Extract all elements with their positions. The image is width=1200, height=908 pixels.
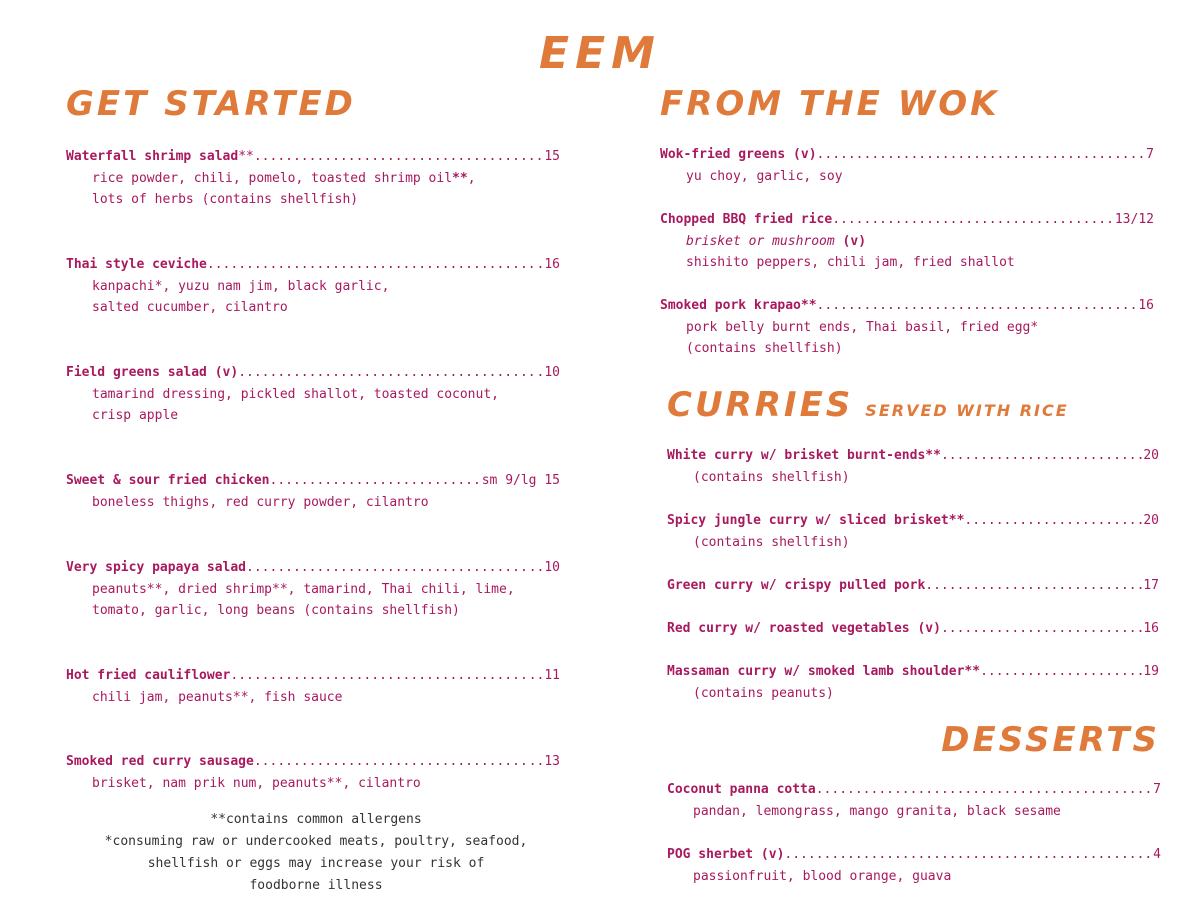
leader-dots (941, 618, 1143, 640)
leader-dots (817, 144, 1147, 166)
menu-item (66, 665, 560, 708)
leader-dots (816, 779, 1153, 801)
section-title-wok: FROM THE WOK (660, 84, 1000, 124)
health-warning: shellfish or eggs may increase your risk of (147, 856, 485, 871)
item-price: 15 (544, 149, 560, 164)
menu-item (66, 751, 560, 794)
menu-item (667, 575, 1159, 597)
item-description: pork belly burnt ends, Thai basil, fried egg* (686, 319, 1039, 335)
item-description: (contains shellfish) (693, 534, 850, 550)
item-description: kanpachi*, yuzu nam jim, black garlic, (92, 278, 390, 294)
menu-item (66, 254, 560, 319)
leader-dots (817, 295, 1139, 317)
item-description: boneless thighs, red curry powder, cilantro (92, 494, 429, 510)
item-price: .10 (536, 365, 560, 380)
menu-item (660, 295, 1154, 360)
item-name: Waterfall shrimp salad (66, 149, 239, 164)
leader-dots (832, 209, 1115, 231)
item-description: crisp apple (92, 408, 179, 423)
menu-item (667, 445, 1159, 488)
item-description: passionfruit, blood orange, guava (693, 868, 952, 884)
item-price: 7 (1146, 147, 1154, 162)
item-name: Smoked red curry sausage (66, 754, 254, 769)
item-price: 20 (1143, 513, 1159, 528)
leader-dots (254, 146, 545, 168)
menu-item (667, 618, 1159, 640)
menu-item (667, 510, 1159, 553)
menu-item (66, 557, 560, 622)
item-price: ..11 (528, 668, 560, 683)
item-description: rice powder, chili, pomelo, toasted shrimp oil**, (92, 170, 476, 186)
menu-item (660, 144, 1154, 187)
menu-item (66, 470, 560, 513)
leader-dots (246, 557, 529, 579)
health-warning: foodborne illness (249, 878, 383, 893)
item-name: Wok-fried greens (v) (660, 147, 817, 162)
item-price: 7 (1153, 782, 1161, 797)
item-price: 17 (1143, 578, 1159, 593)
item-name: White curry w/ brisket burnt-ends** (667, 448, 941, 463)
item-description: peanuts**, dried shrimp**, tamarind, Thai chili, lime, (92, 581, 515, 597)
health-warning: *consuming raw or undercooked meats, poultry, seafood, (104, 834, 528, 849)
leader-dots (980, 661, 1143, 683)
item-price: .16 (536, 257, 560, 272)
item-description: brisket, nam prik num, peanuts**, cilantro (92, 775, 421, 791)
item-description: brisket or mushroom (v) (686, 233, 867, 249)
item-description: yu choy, garlic, soy (686, 168, 843, 184)
menu-item (667, 661, 1159, 704)
item-name: Smoked pork krapao** (660, 298, 817, 313)
item-name: Massaman curry w/ smoked lamb shoulder** (667, 664, 981, 679)
item-price: 20 (1143, 448, 1159, 463)
item-price: 4 (1153, 847, 1161, 862)
item-name: Hot fried cauliflower (66, 668, 231, 683)
leader-dots (925, 575, 1143, 597)
item-price: 19 (1143, 664, 1159, 679)
item-description: salted cucumber, cilantro (92, 300, 288, 315)
item-description: lots of herbs (contains shellfish) (92, 192, 359, 207)
menu-item (66, 362, 560, 427)
menu-item (660, 209, 1154, 274)
leader-dots (230, 665, 528, 687)
allergen-note: **contains common allergens (210, 812, 422, 827)
menu-item (667, 779, 1161, 822)
item-description: tomato, garlic, long beans (contains shellfish) (92, 603, 460, 618)
menu-item (667, 844, 1161, 887)
item-price: 16 (1138, 298, 1154, 313)
item-name: Coconut panna cotta (667, 782, 816, 797)
item-name: Thai style ceviche (66, 257, 207, 272)
item-description: tamarind dressing, pickled shallot, toasted coconut, (92, 386, 499, 402)
leader-dots (254, 751, 529, 773)
item-name: POG sherbet (v) (667, 847, 785, 862)
item-price: ..13 (528, 754, 560, 769)
item-name: Spicy jungle curry w/ sliced brisket** (667, 513, 965, 528)
item-description: (contains peanuts) (693, 685, 834, 701)
item-description: pandan, lemongrass, mango granita, black sesame (693, 803, 1061, 819)
leader-dots (270, 470, 482, 492)
item-name-suffix: ** (238, 149, 254, 164)
item-name: Green curry w/ crispy pulled pork (667, 578, 926, 593)
item-name: Chopped BBQ fried rice (660, 212, 833, 227)
item-description: shishito peppers, chili jam, fried shallot (686, 255, 1015, 270)
restaurant-logo: EEM (539, 28, 661, 79)
item-price: 13/12 (1114, 212, 1154, 227)
item-price: sm 9/lg 15 (481, 473, 560, 488)
item-price: ..10 (528, 560, 560, 575)
section-title-desserts: DESSERTS (941, 720, 1160, 760)
leader-dots (207, 254, 537, 276)
leader-dots (238, 362, 536, 384)
item-price: 16 (1143, 621, 1159, 636)
section-title-curries: CURRIES SERVED WITH RICE (667, 385, 1069, 425)
leader-dots (964, 510, 1143, 532)
item-description: (contains shellfish) (693, 469, 850, 485)
allergen-notes (66, 809, 566, 897)
item-name: Very spicy papaya salad (66, 560, 247, 575)
item-name: Field greens salad (v) (66, 365, 239, 380)
item-name: Sweet & sour fried chicken (66, 473, 270, 488)
item-description: chili jam, peanuts**, fish sauce (92, 689, 343, 705)
leader-dots (941, 445, 1143, 467)
item-description: (contains shellfish) (686, 341, 843, 356)
item-name: Red curry w/ roasted vegetables (v) (667, 621, 941, 636)
leader-dots (784, 844, 1153, 866)
section-title-starters: GET STARTED (66, 84, 356, 124)
menu-item (66, 146, 560, 211)
section-subtitle: SERVED WITH RICE (865, 401, 1069, 420)
